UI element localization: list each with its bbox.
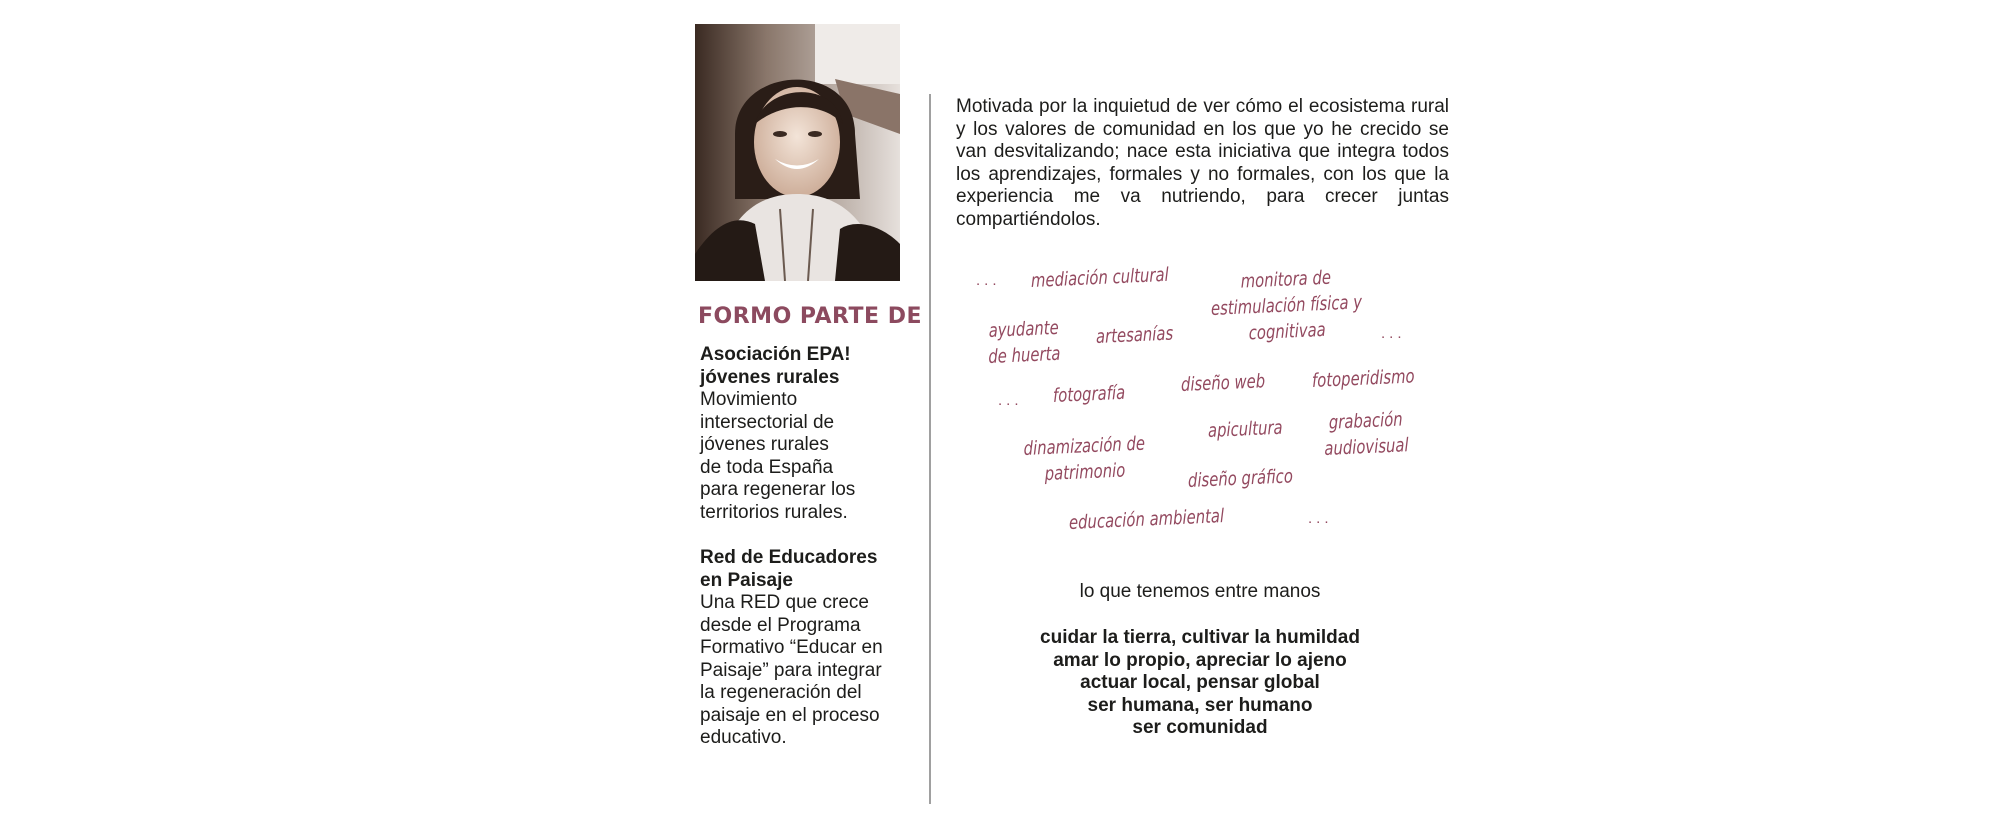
organizations-list bbox=[700, 344, 930, 773]
value-item: amar lo propio, apreciar lo ajeno bbox=[1053, 649, 1347, 671]
skill-apicultura: apicultura bbox=[1207, 416, 1283, 442]
hands-intro: lo que tenemos entre manos bbox=[1079, 581, 1321, 602]
skill-line: grabación bbox=[1328, 408, 1403, 434]
organization-name bbox=[700, 344, 930, 389]
skill-ayudante-huerta bbox=[987, 315, 1060, 370]
org-desc-line: intersectorial de bbox=[700, 411, 835, 433]
skill-line: dinamización de bbox=[1023, 432, 1146, 461]
org-desc-line: para regenerar los bbox=[700, 479, 856, 500]
org-desc-line: jóvenes rurales bbox=[700, 434, 829, 455]
skill-line: estimulación física y bbox=[1210, 291, 1363, 320]
value-item: ser humana, ser humano bbox=[1087, 694, 1313, 716]
value-item: ser comunidad bbox=[1132, 717, 1268, 738]
ellipsis: ... bbox=[998, 392, 1023, 409]
skill-line: ayudante bbox=[988, 316, 1059, 342]
skill-line: audiovisual bbox=[1324, 434, 1409, 460]
skill-diseno-web: diseño web bbox=[1180, 370, 1266, 396]
org-desc-line: Movimiento bbox=[700, 389, 798, 410]
org-desc-line: desde el Programa bbox=[700, 614, 861, 636]
org-name-line: Asociación EPA! bbox=[700, 344, 851, 365]
column-divider bbox=[929, 94, 931, 804]
values-list bbox=[960, 627, 1440, 740]
skill-line: cognitivaa bbox=[1248, 318, 1327, 345]
org-desc-line: educativo. bbox=[700, 727, 787, 748]
skill-monitora bbox=[1210, 263, 1363, 348]
value-item: cuidar la tierra, cultivar la humildad bbox=[1040, 627, 1360, 648]
profile-photo bbox=[695, 24, 900, 281]
intro-paragraph: Motivada por la inquietud de ver cómo el ecosistema rural y los valores de comunidad en los que yo he crecido se van desvitalizando; nace esta iniciativa que integra todos los aprendizajes, formales y no formales, con los que la experiencia me va nutriendo, para crecer juntas compartiéndolos. bbox=[956, 96, 1449, 230]
value-item: actuar local, pensar global bbox=[1080, 672, 1320, 693]
organization-description bbox=[700, 592, 930, 750]
skill-line: monitora de bbox=[1240, 266, 1332, 293]
ellipsis: ... bbox=[976, 272, 1001, 289]
skill-fotoperiodismo: fotoperidismo bbox=[1311, 365, 1415, 392]
skill-fotografia: fotografía bbox=[1052, 381, 1126, 407]
skill-grabacion-audiovisual bbox=[1323, 406, 1409, 462]
organization-name bbox=[700, 547, 930, 592]
skill-educacion-ambiental: educación ambiental bbox=[1068, 505, 1225, 534]
skill-line: patrimonio bbox=[1044, 459, 1126, 486]
org-desc-line: territorios rurales. bbox=[700, 501, 848, 523]
org-name-line: jóvenes rurales bbox=[700, 366, 840, 388]
org-desc-line: Paisaje” para integrar bbox=[700, 659, 882, 681]
org-name-line: Red de Educadores bbox=[700, 547, 878, 568]
skill-artesanias: artesanías bbox=[1095, 322, 1174, 348]
skill-dinamizacion-patrimonio bbox=[1023, 431, 1146, 488]
skill-line: de huerta bbox=[988, 342, 1061, 368]
org-desc-line: paisaje en el proceso bbox=[700, 704, 880, 726]
org-desc-line: la regeneración del bbox=[700, 682, 862, 703]
ellipsis: ... bbox=[1308, 510, 1333, 527]
section-title: FORMO PARTE DE bbox=[698, 304, 922, 329]
org-desc-line: Una RED que crece bbox=[700, 592, 869, 613]
skill-mediacion-cultural: mediación cultural bbox=[1030, 263, 1169, 292]
org-desc-line: Formativo “Educar en bbox=[700, 637, 883, 658]
skills-cloud bbox=[956, 260, 1456, 550]
organization-red-educadores bbox=[700, 547, 930, 750]
organization-description bbox=[700, 389, 930, 524]
organization-epa bbox=[700, 344, 930, 524]
ellipsis: ... bbox=[1381, 325, 1406, 342]
org-name-line: en Paisaje bbox=[700, 569, 793, 591]
org-desc-line: de toda España bbox=[700, 456, 834, 478]
skill-diseno-grafico: diseño gráfico bbox=[1187, 465, 1294, 492]
